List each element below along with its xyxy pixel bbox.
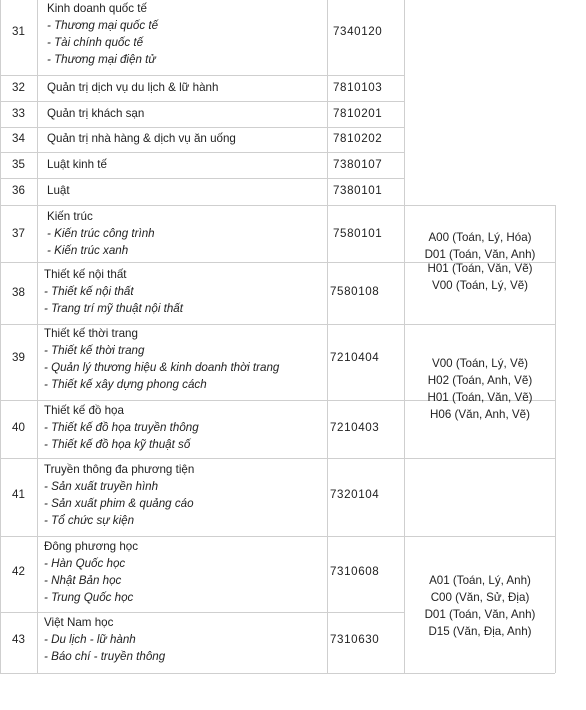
row-number: 41 xyxy=(12,488,25,501)
specialization: - Tổ chức sự kiện xyxy=(44,514,135,527)
major-name: Thiết kế đồ họa xyxy=(44,404,124,417)
row-border xyxy=(0,612,404,613)
specialization: - Thiết kế nội thất xyxy=(44,285,134,298)
major-name: Thiết kế nội thất xyxy=(44,268,127,281)
specialization: - Sản xuất truyền hình xyxy=(44,480,159,493)
row-border xyxy=(0,101,404,102)
row-number: 35 xyxy=(12,158,25,171)
major-code: 7310630 xyxy=(330,633,380,646)
specialization: - Tài chính quốc tế xyxy=(47,36,144,49)
row-border xyxy=(0,673,555,674)
subject-combination: V00 (Toán, Lý, Vẽ) xyxy=(431,357,529,370)
major-name: Thiết kế thời trang xyxy=(44,327,138,340)
row-number: 33 xyxy=(12,107,25,120)
row-number: 37 xyxy=(12,227,25,240)
specialization: - Hàn Quốc học xyxy=(44,557,126,570)
row-number: 38 xyxy=(12,286,25,299)
column-border xyxy=(555,205,556,673)
row-number: 42 xyxy=(12,565,25,578)
row-number: 31 xyxy=(12,25,25,38)
row-border xyxy=(0,152,404,153)
major-code: 7580101 xyxy=(333,227,383,240)
row-border xyxy=(0,127,404,128)
subject-combination: D01 (Toán, Văn, Anh) xyxy=(424,248,536,261)
major-code: 7810201 xyxy=(333,107,383,120)
specialization: - Thiết kế xây dựng phong cách xyxy=(44,378,207,391)
major-name: Truyền thông đa phương tiện xyxy=(44,463,195,476)
subject-combination: A01 (Toán, Lý, Anh) xyxy=(429,574,531,587)
row-border xyxy=(0,458,555,459)
specialization: - Nhật Bản học xyxy=(44,574,122,587)
row-border xyxy=(0,75,404,76)
specialization: - Kiến trúc xanh xyxy=(47,244,129,257)
specialization: - Báo chí - truyền thông xyxy=(44,650,166,663)
subject-combination: V00 (Toán, Lý, Vẽ) xyxy=(431,279,529,292)
row-border xyxy=(0,205,555,206)
subject-combination: H06 (Văn, Anh, Vẽ) xyxy=(430,408,530,421)
specialization: - Sản xuất phim & quảng cáo xyxy=(44,497,194,510)
column-border xyxy=(327,0,328,673)
row-border xyxy=(0,536,555,537)
major-name: Kiến trúc xyxy=(47,210,93,223)
specialization: - Kiến trúc công trình xyxy=(47,227,155,240)
major-code: 7320104 xyxy=(330,488,380,501)
subject-combination: C00 (Văn, Sử, Địa) xyxy=(430,591,530,604)
major-code: 7810103 xyxy=(333,81,383,94)
major-name: Luật xyxy=(47,184,70,197)
major-code: 7380107 xyxy=(333,158,383,171)
major-name: Luật kinh tế xyxy=(47,158,107,171)
specialization: - Thương mại điện tử xyxy=(47,53,156,66)
specialization: - Thiết kế đồ họa kỹ thuật số xyxy=(44,438,191,451)
major-code: 7310608 xyxy=(330,565,380,578)
major-name: Việt Nam học xyxy=(44,616,114,629)
specialization: - Thiết kế thời trang xyxy=(44,344,145,357)
major-name: Kinh doanh quốc tế xyxy=(47,2,147,15)
specialization: - Trung Quốc học xyxy=(44,591,134,604)
row-number: 43 xyxy=(12,633,25,646)
subject-combination: H02 (Toán, Anh, Vẽ) xyxy=(427,374,533,387)
subject-combination: D01 (Toán, Văn, Anh) xyxy=(424,608,536,621)
row-number: 36 xyxy=(12,184,25,197)
row-number: 39 xyxy=(12,351,25,364)
major-name: Quản trị khách sạn xyxy=(47,107,145,120)
major-name: Quản trị nhà hàng & dịch vụ ăn uống xyxy=(47,132,236,145)
subject-combination: H01 (Toán, Văn, Vẽ) xyxy=(427,262,533,275)
row-number: 34 xyxy=(12,132,25,145)
major-code: 7210404 xyxy=(330,351,380,364)
specialization: - Trang trí mỹ thuật nội thất xyxy=(44,302,183,315)
subject-combination: D15 (Văn, Địa, Anh) xyxy=(428,625,532,638)
specialization: - Thiết kế đồ họa truyền thông xyxy=(44,421,199,434)
subject-combination: H01 (Toán, Văn, Vẽ) xyxy=(427,391,533,404)
major-code: 7210403 xyxy=(330,421,380,434)
specialization: - Du lịch - lữ hành xyxy=(44,633,136,646)
row-number: 40 xyxy=(12,421,25,434)
specialization: - Thương mại quốc tế xyxy=(47,19,159,32)
major-name: Đông phương học xyxy=(44,540,139,553)
major-code: 7580108 xyxy=(330,285,380,298)
major-code: 7380101 xyxy=(333,184,383,197)
row-number: 32 xyxy=(12,81,25,94)
major-code: 7810202 xyxy=(333,132,383,145)
major-code: 7340120 xyxy=(333,25,383,38)
row-border xyxy=(0,178,404,179)
specialization: - Quản lý thương hiệu & kinh doanh thời trang xyxy=(44,361,280,374)
subject-combination: A00 (Toán, Lý, Hóa) xyxy=(428,231,532,244)
column-border xyxy=(37,0,38,673)
major-name: Quản trị dịch vụ du lịch & lữ hành xyxy=(47,81,219,94)
